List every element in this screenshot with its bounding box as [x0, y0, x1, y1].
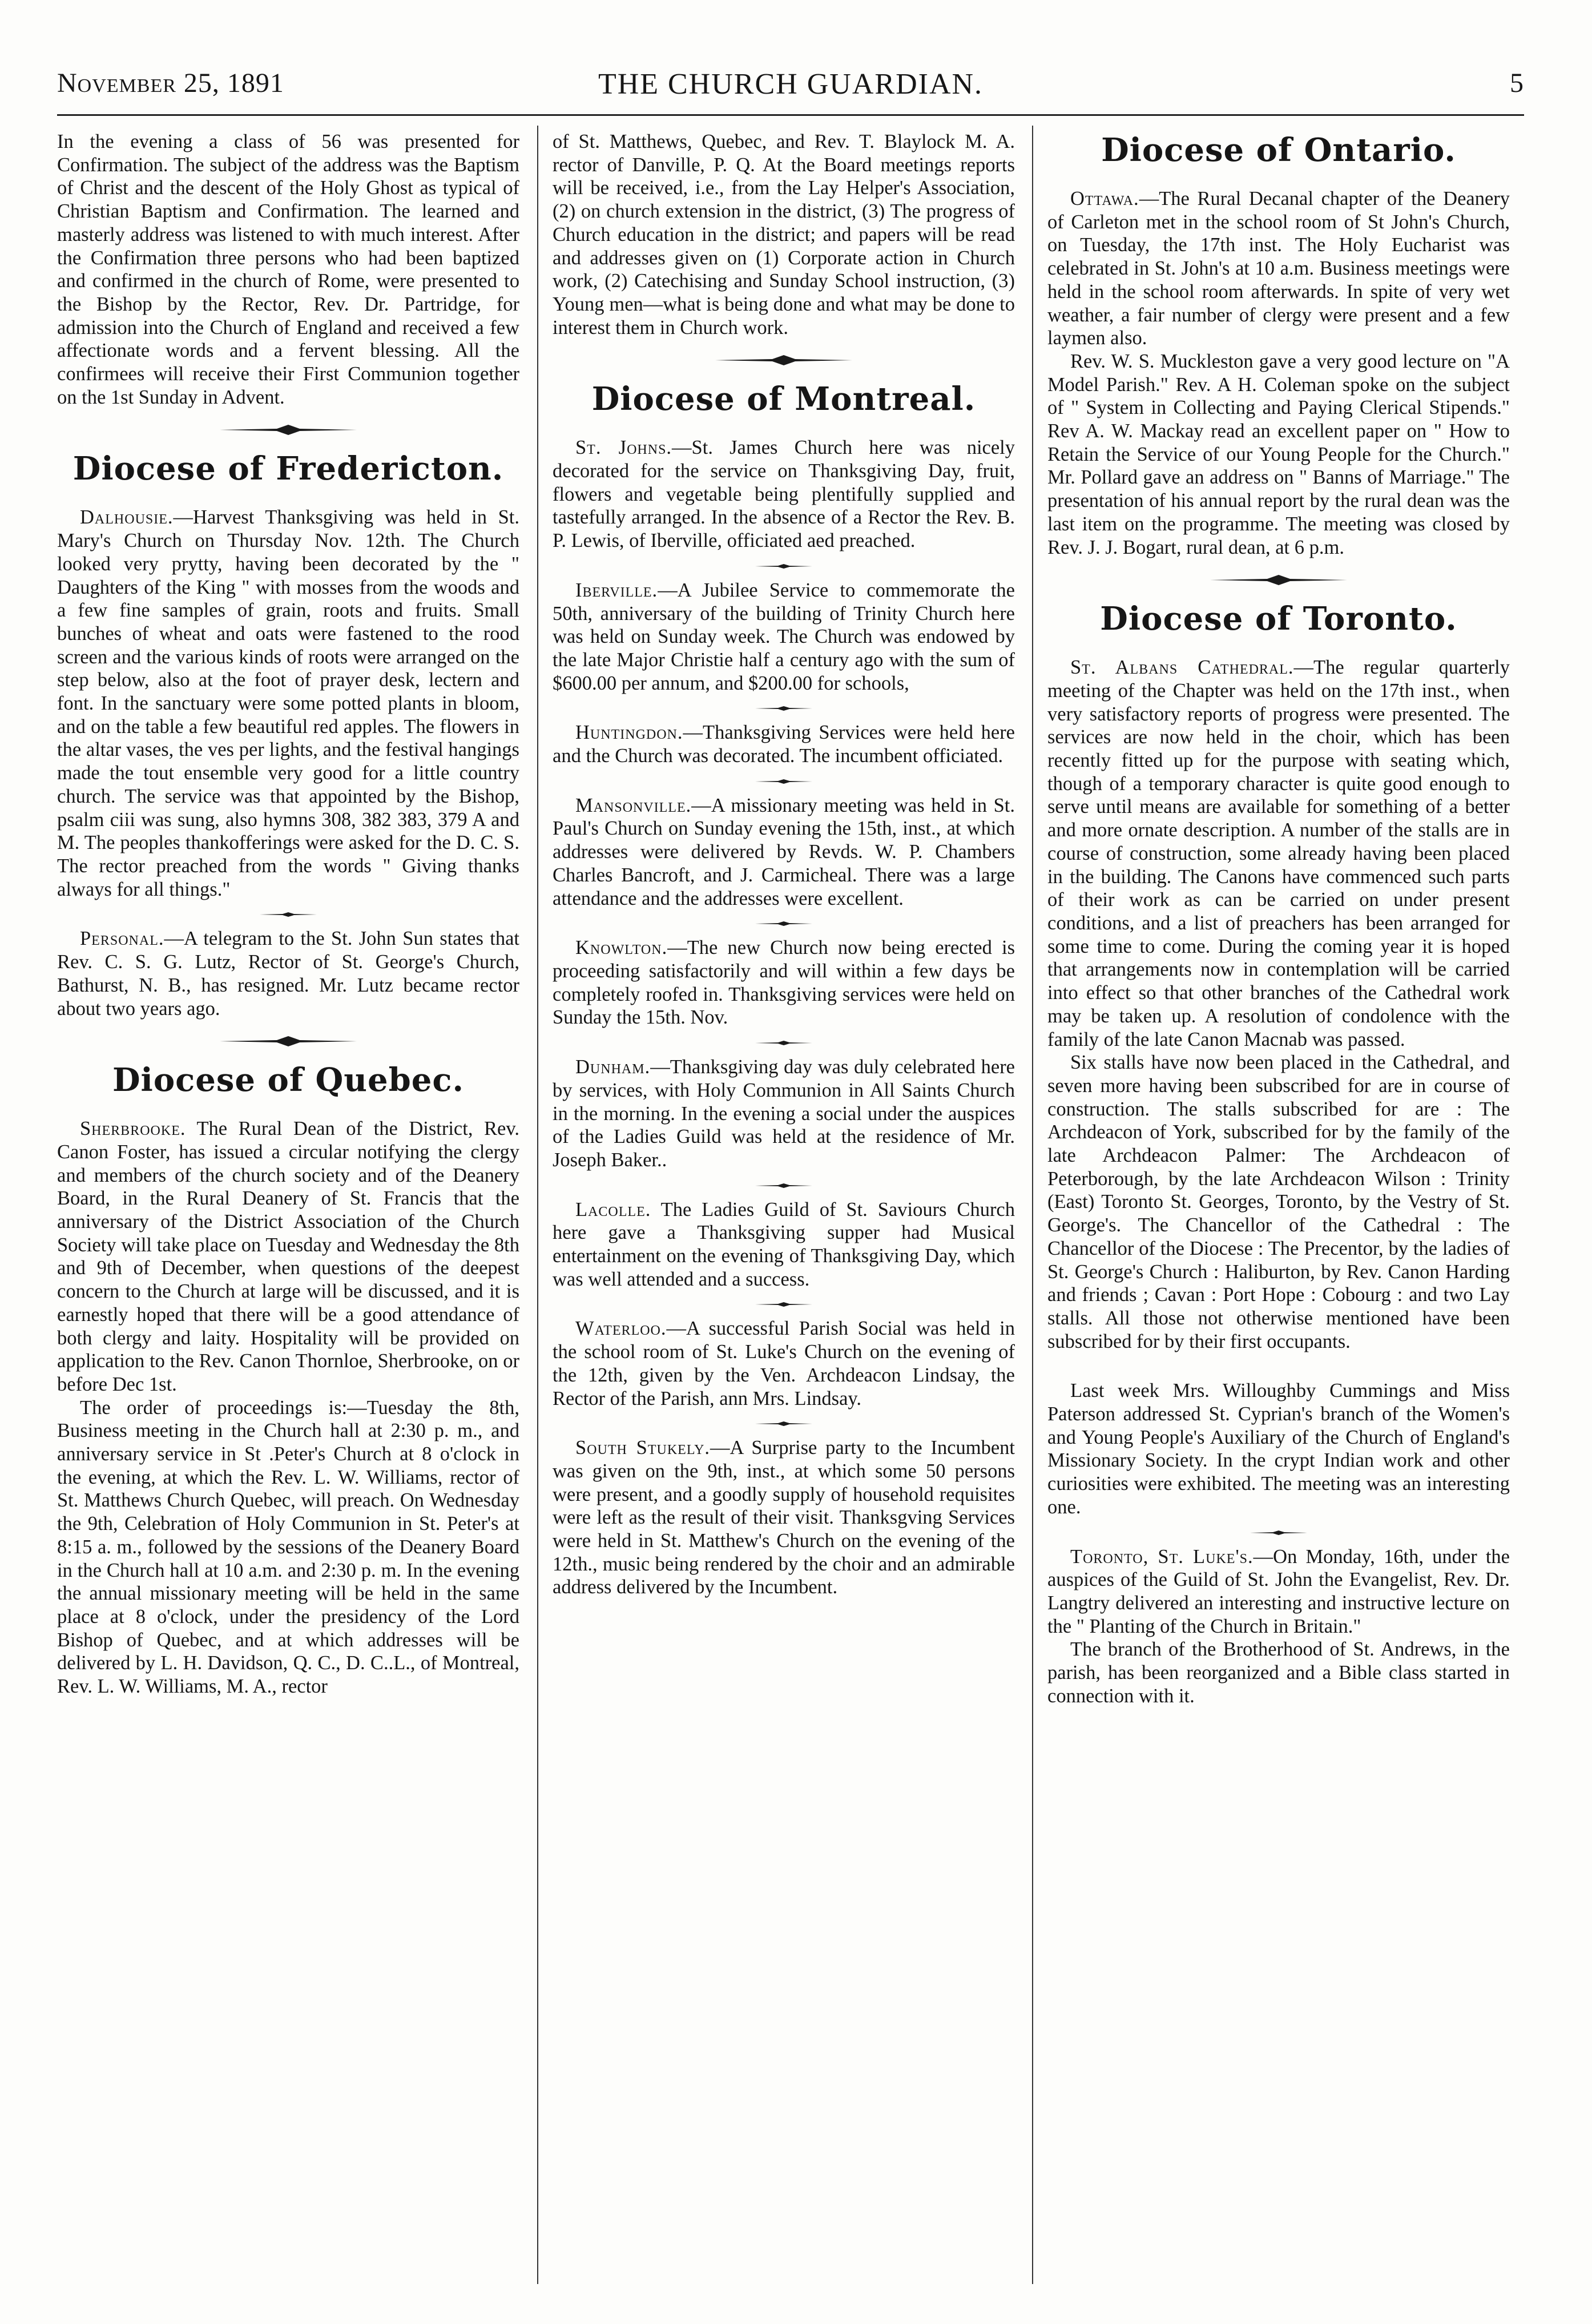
- item-divider: [749, 778, 818, 785]
- article-paragraph: Last week Mrs. Willoughby Cummings and Miss Paterson addressed St. Cyprian's branch of the Women's and Young People's Auxiliary of the Church of England's Missionary Society. In the crypt Indian work and other curiosities were exhibited. The meeting was an interesting one.: [1047, 1380, 1510, 1518]
- article-paragraph: Ottawa.—The Rural Decanal chapter of the Deanery of Carleton met in the school room of St John's Church, on Tuesday, the 17th inst. The Holy Eucharist was celebrated in St. John's at 10 a.m. Business meetings were held in the school room afterwards. In spite of very wet weather, a fair number of clergy were present and a few laymen also.: [1047, 188, 1510, 349]
- article-paragraph: Iberville.—A Jubilee Service to commemorate the 50th, anniversary of the building of Trinity Church here was held on Sunday week. The Church was endowed by the late Major Christie half a century ago with the sum of $600.00 per annum, and $200.00 for schools,: [553, 579, 1015, 694]
- item-divider: [749, 705, 818, 712]
- place-lead: Mansonville.: [575, 794, 692, 816]
- section-heading-toronto: Diocese of Toronto.: [1100, 600, 1457, 638]
- place-lead: St. Johns.: [575, 437, 672, 459]
- place-lead: Ottawa.: [1070, 188, 1139, 210]
- article-paragraph: Huntingdon.—Thanksgiving Services were held here and the Church was decorated. The incumbent officiated.: [553, 722, 1015, 767]
- article-paragraph: St. Johns.—St. James Church here was nicely decorated for the service on Thanksgiving Day, fruit, flowers and vegetable being plentifully supplied and tastefully arranged. In the absence of a Rector the Rev. B. P. Lewis, of Iberville, officiated aed preached.: [553, 437, 1015, 552]
- place-lead: Personal.: [80, 928, 164, 950]
- header-rule: [57, 114, 1524, 116]
- article-paragraph: In the evening a class of 56 was presented for Confirmation. The subject of the address was the Baptism of Christ and the descent of the Holy Ghost as typical of Christian Baptism and Confirmation. The learned and masterly address was listened to with much interest. After the Confirmation three persons who had been baptized and confirmed in the church of Rome, were presented to the Bishop by the Rector, Rev. Dr. Partridge, for admission into the Church of England and received a few affectionate words and a fervent blessing. All the confirmees will receive their First Communion together on the 1st Sunday in Advent.: [57, 131, 519, 408]
- column-2: [553, 130, 1015, 2290]
- article-paragraph: of St. Matthews, Quebec, and Rev. T. Blaylock M. A. rector of Danville, P. Q. At the Board meetings reports will be received, i.e., from the Lay Helper's Association, (2) on church extension in the district, (3) The progress of Church education in the district; and papers will be read and addresses given on (1) Corporate action in Church work, (2) Catechising and Sunday School instruction, (3) Young men—what is being done and what may be done to interest them in Church work.: [553, 131, 1015, 339]
- place-lead: St. Albans Cathedral.: [1070, 656, 1294, 679]
- article-paragraph: The order of proceedings is:—Tuesday the 8th, Business meeting in the Church hall at 2:30 p. m., and anniversary service in St .Peter's Church at 8 o'clock in the evening, at which the Rev. L. W. Williams, rector of St. Matthews Church Quebec, will preach. On Wednesday the 9th, Celebration of Holy Communion in St. Peter's at 8:15 a. m., followed by the sessions of the Deanery Board in the Church hall at 10 a.m. and 2:30 p. m. In the evening the annual missionary meeting will be held in the same place at 8 o'clock, under the presidency of the Lord Bishop of Quebec, and at which addresses will be delivered by L. H. Davidson, Q. C., D. C..L., of Montreal, Rev. L. W. Williams, M. A., rector: [57, 1396, 519, 1698]
- item-divider: [749, 563, 818, 570]
- article-paragraph: Toronto, St. Luke's.—On Monday, 16th, under the auspices of the Guild of St. John the Evangelist, Rev. Dr. Langtry delivered an interesting and instructive lecture on the " Planting of the Church in Britain.": [1047, 1545, 1510, 1637]
- section-heading-quebec: Diocese of Quebec.: [112, 1061, 464, 1099]
- section-heading-ontario: Diocese of Ontario.: [1101, 131, 1456, 169]
- article-paragraph: Sherbrooke. The Rural Dean of the District, Rev. Canon Foster, has issued a circular notifying the clergy and members of the church society and of the Deanery Board, in the Rural Deanery of St. Francis that the anniversary of the District Association of the Church Society will take place on Tuesday and Wednesday the 8th and 9th of December, when questions of the deepest concern to the Church at large will be discussed, and it is earnestly hoped that there will be a good attendance of both clergy and laity. Hospitality will be provided on application to the Rev. Canon Thornloe, Sherbrooke, on or before Dec 1st.: [57, 1118, 519, 1395]
- page-number: 5: [1510, 68, 1524, 98]
- article-paragraph: Waterloo.—A successful Parish Social was held in the school room of St. Luke's Church on the evening of the 12th, given by the Ven. Archdeacon Lindsay, the Rector of the Parish, ann Mrs. Lindsay.: [553, 1318, 1015, 1409]
- spacer: [1047, 1353, 1510, 1379]
- section-heading-montreal: Diocese of Montreal.: [591, 380, 976, 418]
- section-ornament: [220, 1035, 357, 1048]
- place-lead: Knowlton.: [575, 937, 668, 959]
- item-divider: [749, 1420, 818, 1427]
- article-paragraph: Dunham.—Thanksgiving day was duly celebrated here by services, with Holy Communion in All Saints Church in the morning. In the evening a social under the auspices of the Ladies Guild was held at the residence of Mr. Joseph Baker..: [553, 1056, 1015, 1171]
- place-lead: Sherbrooke.: [80, 1118, 186, 1140]
- place-lead: Toronto, St. Luke's.: [1070, 1545, 1254, 1568]
- article-paragraph: Six stalls have now been placed in the Cathedral, and seven more having been subscribed for are in course of construction. The stalls subscribed for are : The Archdeacon of York, subscribed for by the family of the late Archdeacon Palmer: The Archdeacon of Peterborough, by the late Archdeacon Wilson : Trinity (East) Toronto St. Georges, Toronto, by the Vestry of St. George's. The Chancellor of the Cathedral : The Chancellor of the Diocese : The Precentor, by the ladies of St. George's Church : Haliburton, by Rev. Canon Harding and friends ; Cavan : Port Hope : Cobourg : and two Lay stalls. All those not otherwise mentioned have been subscribed for by their first occupants.: [1047, 1052, 1510, 1352]
- place-lead: Dunham.: [575, 1056, 651, 1078]
- column-1: [57, 130, 519, 2290]
- item-divider: [749, 1301, 818, 1308]
- place-lead: Iberville.: [575, 579, 658, 601]
- article-paragraph: Dalhousie.—Harvest Thanksgiving was held in St. Mary's Church on Thursday Nov. 12th. The Church looked very prytty, having been decorated by the " Daughters of the King " with mosses from the woods and a few fine samples of grain, roots and fruits. Small bunches of wheat and oats were fastened to the rood screen and the various kinds of roots were arranged on the step below, also at the foot of prayer desk, lectern and font. In the sanctuary were some potted plants in bloom, and on the table a few beautiful red apples. The flowers in the altar vases, the ves per lights, and the festival hangings made the tout ensemble very good for a little country church. The service was that appointed by the Bishop, psalm ciii was sung, also hymns 308, 382 383, 379 A and M. The peoples thankofferings were asked for the D. C. S. The rector preached from the words " Giving thanks always for all things.": [57, 506, 519, 900]
- article-paragraph: Mansonville.—A missionary meeting was held in St. Paul's Church on Sunday evening the 15th, inst., at which addresses were delivered by Revds. W. P. Chambers Charles Bancroft, and J. Carmicheal. There was a large attendance and the addresses were excellent.: [553, 794, 1015, 909]
- section-ornament: [1210, 574, 1347, 586]
- article-paragraph: South Stukely.—A Surprise party to the Incumbent was given on the 9th, inst., at which some 50 persons were present, and a goodly supply of household requisites were left as the result of their visit. Thanksgving Services were held in St. Matthew's Church on the evening of the 12th., music being rendered by the choir and an admirable address delivered by the Incumbent.: [553, 1437, 1015, 1598]
- masthead: [57, 67, 1524, 107]
- section-ornament: [220, 424, 357, 436]
- article-paragraph: Rev. W. S. Muckleston gave a very good lecture on "A Model Parish." Rev. A H. Coleman spoke on the subject of " System in Collecting and Paying Clerical Stipends." Rev A. W. Mackay read an excellent paper on " How to Retain the Service of our Young People for the Church." Mr. Pollard gave an address on " Banns of Marriage." The presentation of his annual report by the rural dean was the last item on the programme. The meeting was closed by Rev. J. J. Bogart, rural dean, at 6 p.m.: [1047, 350, 1510, 558]
- place-lead: Lacolle.: [575, 1198, 651, 1221]
- article-paragraph: Lacolle. The Ladies Guild of St. Saviours Church here gave a Thanksgiving supper had Musical entertainment on the evening of Thanksgiving Day, which was well attended and a success.: [553, 1198, 1015, 1290]
- item-divider: [749, 1182, 818, 1189]
- article-paragraph: Personal.—A telegram to the St. John Sun states that Rev. C. S. G. Lutz, Rector of St. George's Church, Bathurst, N. B., has resigned. Mr. Lutz became rector about two years ago.: [57, 928, 519, 1020]
- issue-date: November 25, 1891: [57, 68, 284, 98]
- article-paragraph: The branch of the Brotherhood of St. Andrews, in the parish, has been reorganized and a Bible class started in connection with it.: [1047, 1638, 1510, 1707]
- article-paragraph: St. Albans Cathedral.—The regular quarterly meeting of the Chapter was held on the 17th inst., when very satisfactory reports of progress were presented. The services are now held in the choir, which has been recently fitted up for the purpose with seating which, though of a temporary character is quite good enough to serve until means are available for something of a better and more ornate description. A number of the stalls are in course of construction, some already having been placed in the building. The Canons have commenced such parts of their work as can be carried on under present conditions, and a list of preachers has been arranged for some time to come. During the coming year it is hoped that arrangements now in contemplation will be carried into effect so that other branches of the Cathedral work may be taken up. A resolution of condolence with the family of the late Canon Macnab was passed.: [1047, 656, 1510, 1050]
- item-divider: [1244, 1529, 1313, 1536]
- item-divider: [254, 911, 323, 918]
- section-ornament: [715, 354, 852, 366]
- place-lead: Waterloo.: [575, 1318, 667, 1340]
- column-rule: [537, 126, 538, 2284]
- place-lead: Dalhousie.: [80, 506, 174, 529]
- place-lead: South Stukely.: [575, 1437, 711, 1459]
- column-3: [1047, 130, 1510, 2290]
- place-lead: Huntingdon.: [575, 722, 683, 744]
- article-paragraph: Knowlton.—The new Church now being erected is proceeding satisfactorily and will within a few days be completely roofed in. Thanksgiving services were held on Sunday the 15th. Nov.: [553, 937, 1015, 1029]
- column-rule: [1032, 126, 1033, 2284]
- paper-title: THE CHURCH GUARDIAN.: [598, 68, 984, 100]
- section-heading-fredericton: Diocese of Fredericton.: [72, 450, 504, 488]
- item-divider: [749, 1040, 818, 1046]
- item-divider: [749, 920, 818, 927]
